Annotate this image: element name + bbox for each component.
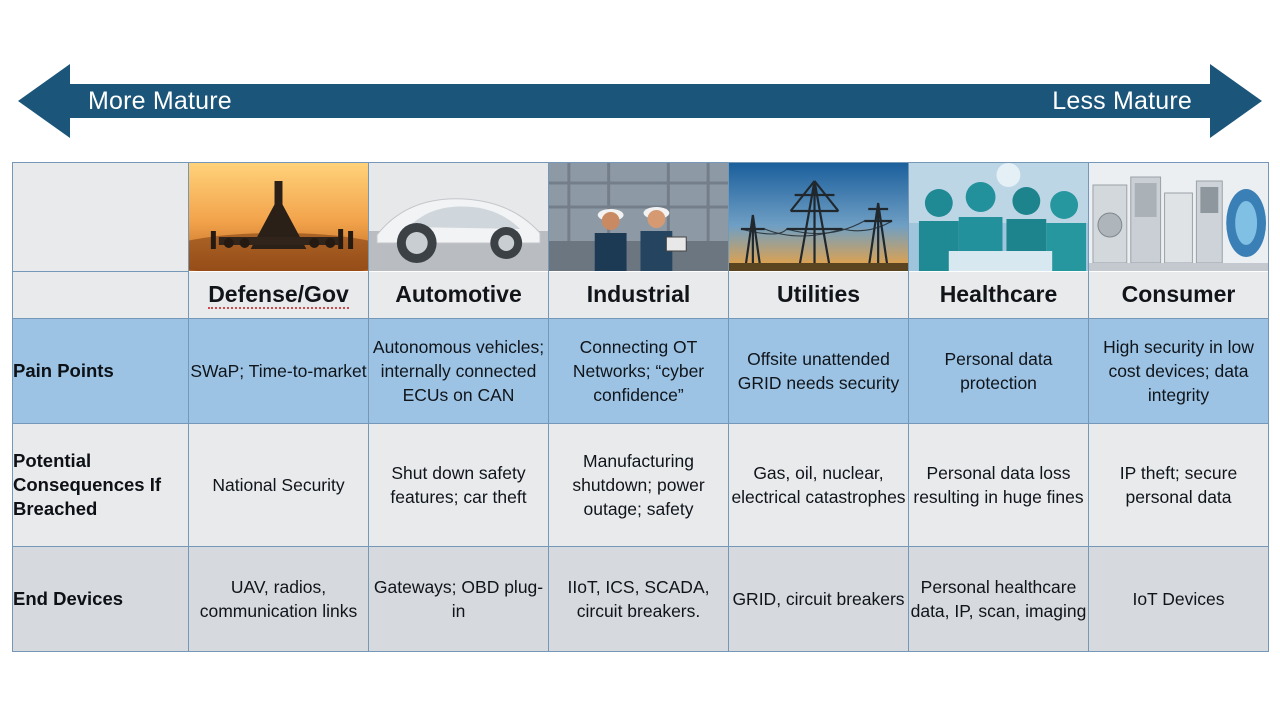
more-mature-label: More Mature [88,86,232,115]
matrix-corner-cell [13,163,189,272]
cell-pain-points-industrial: Connecting OT Networks; “cyber confidence” [549,319,729,424]
fighter-jet-photo [189,163,368,271]
surgery-team-photo [909,163,1088,271]
cell-consequences-defense-gov: National Security [189,424,369,547]
industrial-workers-photo [549,163,728,271]
cell-pain-points-consumer: High security in low cost devices; data integrity [1089,319,1269,424]
category-image-healthcare [909,163,1089,272]
category-image-automotive [369,163,549,272]
cell-pain-points-utilities: Offsite unattended GRID needs security [729,319,909,424]
cell-pain-points-healthcare: Personal data protection [909,319,1089,424]
category-label-healthcare: Healthcare [909,272,1089,319]
category-name-row [13,272,1269,319]
category-label-utilities: Utilities [729,272,909,319]
cell-consequences-automotive: Shut down safety features; car theft [369,424,549,547]
cell-consequences-healthcare: Personal data loss resulting in huge fines [909,424,1089,547]
car-photo [369,163,548,271]
cell-pain-points-automotive: Autonomous vehicles; internally connected ECUs on CAN [369,319,549,424]
maturity-arrow-band [18,62,1262,140]
home-appliances-photo [1089,163,1268,271]
row-label-end-devices: End Devices [13,547,189,652]
cell-end-devices-defense-gov: UAV, radios, communication links [189,547,369,652]
category-image-row [13,163,1269,272]
category-label-defense-gov: Defense/Gov [189,272,369,319]
cell-pain-points-defense-gov: SWaP; Time-to-market [189,319,369,424]
vertical-markets-matrix [12,162,1269,652]
less-mature-label: Less Mature [1052,86,1192,115]
category-label-consumer: Consumer [1089,272,1269,319]
cell-end-devices-consumer: IoT Devices [1089,547,1269,652]
cell-end-devices-utilities: GRID, circuit breakers [729,547,909,652]
table-row [13,319,1269,424]
category-image-industrial [549,163,729,272]
row-label-potential-consequences: Potential Consequences If Breached [13,424,189,547]
row-label-pain-points: Pain Points [13,319,189,424]
cell-consequences-industrial: Manufacturing shutdown; power outage; safety [549,424,729,547]
cell-end-devices-automotive: Gateways; OBD plug-in [369,547,549,652]
table-row [13,547,1269,652]
matrix-corner-cell-2 [13,272,189,319]
table-row [13,424,1269,547]
cell-consequences-utilities: Gas, oil, nuclear, electrical catastrophes [729,424,909,547]
category-image-consumer [1089,163,1269,272]
cell-consequences-consumer: IP theft; secure personal data [1089,424,1269,547]
cell-end-devices-industrial: IIoT, ICS, SCADA, circuit breakers. [549,547,729,652]
category-label-automotive: Automotive [369,272,549,319]
category-image-utilities [729,163,909,272]
power-lines-photo [729,163,908,271]
cell-end-devices-healthcare: Personal healthcare data, IP, scan, imaging [909,547,1089,652]
category-image-defense-gov [189,163,369,272]
category-label-industrial: Industrial [549,272,729,319]
